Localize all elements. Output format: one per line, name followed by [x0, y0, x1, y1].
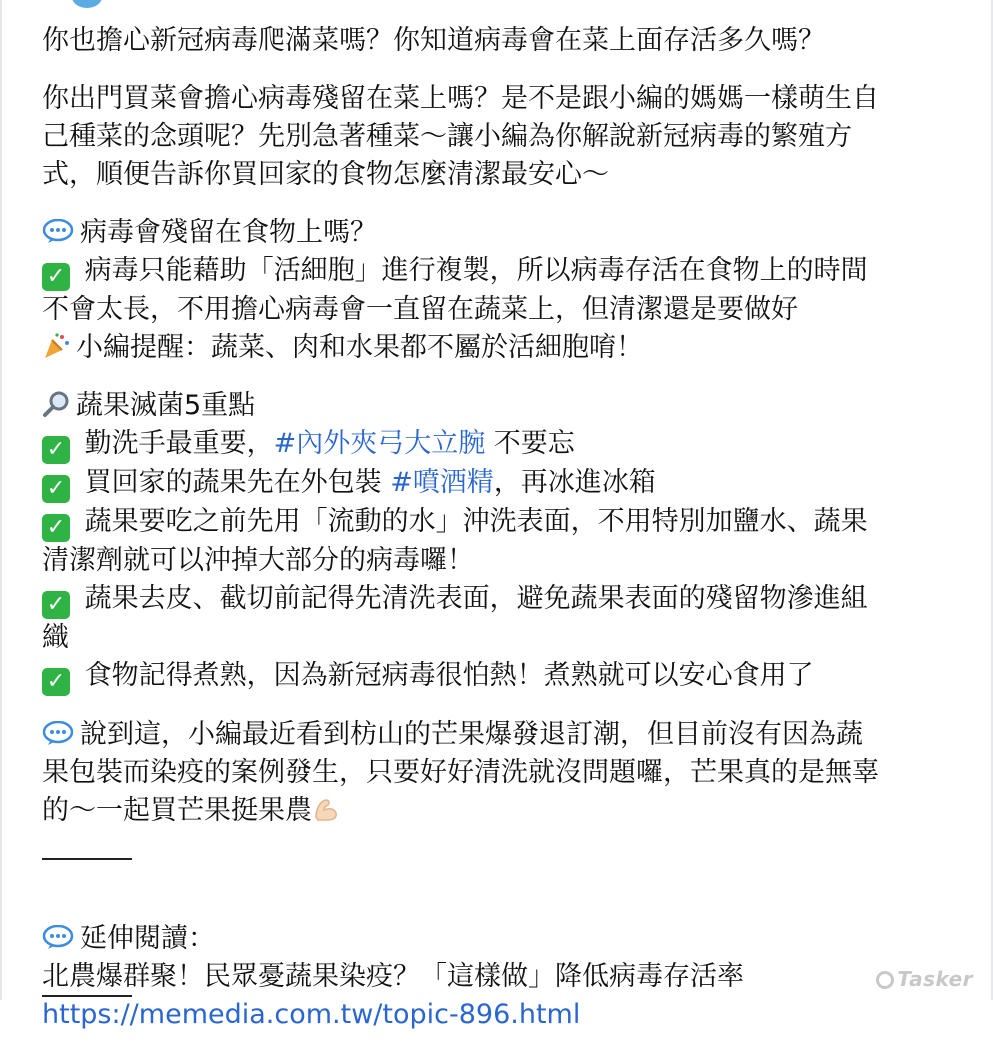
- intro-line: 你出門買菜會擔心病毒殘留在菜上嗎？是不是跟小編的媽媽一樣萌生自: [42, 83, 879, 114]
- list-item: ✓ 蔬果要吃之前先用「流動的水」沖洗表面，不用特別加鹽水、蔬果: [42, 503, 962, 542]
- hashtag-link[interactable]: #噴酒精: [390, 467, 494, 498]
- watermark: Tasker: [876, 967, 973, 991]
- party-popper-icon: [42, 332, 70, 360]
- section-virus-on-food: 病毒會殘留在食物上嗎？ ✓ 病毒只能藉助「活細胞」進行複製，所以病毒存活在食物上的時間 不會太長，不用擔心病毒會一直留在蔬菜上，但清潔還是要做好 小編提醒：蔬菜、肉和水果都不屬於活細胞唷！: [42, 217, 868, 363]
- post-body: [42, 22, 962, 1054]
- list-item: ✓ 買回家的蔬果先在外包裝 #噴酒精，再冰進冰箱: [42, 464, 962, 503]
- check-mark-icon: ✓: [42, 475, 70, 503]
- divider: [42, 995, 132, 997]
- check-mark-icon: ✓: [42, 514, 70, 542]
- hashtag-link[interactable]: #內外夾弓大立腕: [273, 428, 486, 459]
- check-mark-icon: ✓: [42, 436, 70, 464]
- divider: [42, 858, 132, 860]
- section-five-points: 蔬果滅菌5重點 ✓ 勤洗手最重要，#內外夾弓大立腕 不要忘 ✓ 買回家的蔬果先在外包裝 #噴酒精，再冰進冰箱 ✓ 蔬果要吃之前先用「流動的水」沖洗表面，不用特別加鹽水、蔬果 清潔劑就可以沖掉大部分的病毒囉！ ✓ 蔬果去皮、截切前記得先清洗表面，避免蔬果表面的殘留物滲進組 織 ✓ 食物記得煮熟，因為新冠病毒很怕熱！煮熟就可以安心食用了: [42, 387, 962, 696]
- intro-line: 式，順便告訴你買回家的食物怎麼清潔最安心～: [42, 159, 609, 190]
- check-mark-icon: ✓: [42, 668, 70, 696]
- list-item: ✓ 食物記得煮熟，因為新冠病毒很怕熱！煮熟就可以安心食用了: [42, 657, 962, 696]
- reminder-text: 小編提醒：蔬菜、肉和水果都不屬於活細胞唷！: [76, 332, 643, 363]
- closing-paragraph: 說到這，小編最近看到枋山的芒果爆發退訂潮，但目前沒有因為蔬 果包裝而染疫的案例發生，只要好好清洗就沒問題囉，芒果真的是無辜 的～一起買芒果挺果農: [42, 719, 879, 826]
- section-heading: 蔬果滅菌5重點: [76, 390, 256, 421]
- magnifier-icon: [42, 390, 70, 418]
- tasker-logo-icon: [876, 971, 894, 989]
- speech-bubble-icon: [42, 219, 74, 243]
- check-mark-icon: ✓: [42, 263, 70, 291]
- intro-paragraph: [42, 80, 962, 194]
- article-title: 北農爆群聚！民眾憂蔬果染疫？「這樣做」降低病毒存活率: [42, 961, 744, 992]
- intro-line: 己種菜的念頭呢？先別急著種菜～讓小編為你解說新冠病毒的繁殖方: [42, 121, 852, 152]
- speech-bubble-icon: [42, 925, 74, 949]
- list-item: ✓ 勤洗手最重要，#內外夾弓大立腕 不要忘: [42, 425, 962, 464]
- section-heading: 病毒會殘留在食物上嗎？: [80, 217, 377, 248]
- article-link[interactable]: https://memedia.com.tw/topic-896.html: [42, 999, 581, 1030]
- check-mark-icon: ✓: [42, 591, 70, 619]
- section-heading: 延伸閱讀：: [80, 923, 215, 954]
- speech-bubble-icon: [42, 721, 74, 745]
- list-item: ✓ 蔬果去皮、截切前記得先清洗表面，避免蔬果表面的殘留物滲進組: [42, 580, 962, 619]
- flexed-biceps-icon: [312, 795, 340, 823]
- avatar[interactable]: [72, 0, 102, 8]
- further-reading: [42, 920, 962, 1034]
- post-title: 你也擔心新冠病毒爬滿菜嗎？你知道病毒會在菜上面存活多久嗎？: [42, 25, 825, 56]
